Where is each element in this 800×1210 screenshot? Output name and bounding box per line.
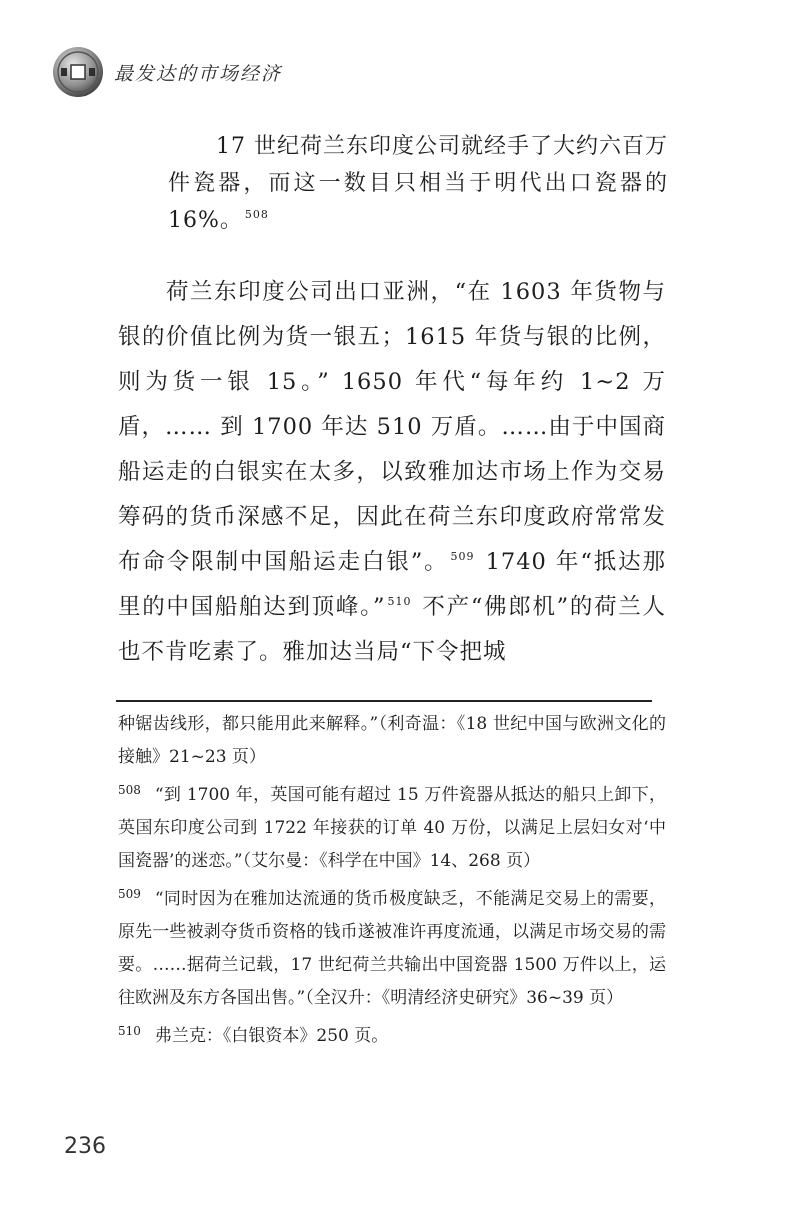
footnotes bbox=[118, 708, 666, 1053]
footnote-divider bbox=[116, 700, 652, 702]
block-quote bbox=[168, 128, 668, 239]
footnote-ref-509: 509 bbox=[450, 550, 475, 563]
footnote-ref-508: 508 bbox=[244, 208, 269, 221]
footnote-text: 弗兰克：《白银资本》250 页。 bbox=[154, 1026, 389, 1046]
footnote-510 bbox=[118, 1015, 666, 1053]
running-title: 最发达的市场经济 bbox=[114, 62, 283, 85]
paragraph-part-3: 不产“佛郎机”的荷兰人也不肯吃素了。雅加达当局“下令把城 bbox=[118, 594, 667, 665]
body-paragraph bbox=[118, 270, 666, 675]
footnote-text: “到 1700 年，英国可能有超过 15 万件瓷器从抵达的船只上卸下，英国东印度公司到 1722 年接获的订单 40 万份，以满足上层妇女对‘中国瓷器’的迷恋。”（艾尔曼：《科学在中国》14、268 页） bbox=[118, 785, 666, 871]
quote-text: 17 世纪荷兰东印度公司就经手了大约六百万件瓷器，而这一数目只相当于明代出口瓷器的 16%。 bbox=[168, 134, 668, 233]
footnote-text: “同时因为在雅加达流通的货币极度缺乏，不能满足交易上的需要，原先一些被剥夺货币资格的钱币遂被准许再度流通，以满足市场交易的需要。……据荷兰记载，17 世纪荷兰共输出中国瓷器 1500 万件以上，运往欧洲及东方各国出售。”（全汉升：《明清经济史研究》36~39 页） bbox=[118, 889, 666, 1008]
paragraph-part-1: 荷兰东印度公司出口亚洲，“在 1603 年货物与银的价值比例为货一银五；1615 年货与银的比例，则为货一银 15。” 1650 年代“每年约 1~2 万盾，…… 到 1700 年达 510 万盾。……由于中国商船运走的白银实在太多，以致雅加达市场上作为交易筹码的货币深感不足，因此在荷兰东印度政府常常发布命令限制中国船运走白银”。 bbox=[118, 279, 666, 575]
footnote-continued: 种锯齿线形，都只能用此来解释。”（利奇温：《18 世纪中国与欧洲文化的接触》21~23 页） bbox=[118, 714, 666, 767]
footnote-number: 509 bbox=[118, 887, 141, 901]
footnote-number: 508 bbox=[118, 783, 141, 797]
page-number: 236 bbox=[64, 1134, 106, 1159]
footnote-ref-510: 510 bbox=[387, 595, 412, 608]
page-header bbox=[52, 44, 282, 100]
footnote-509 bbox=[118, 878, 666, 1015]
footnote-number: 510 bbox=[118, 1024, 141, 1038]
ancient-coin-icon bbox=[52, 46, 104, 98]
footnote-508 bbox=[118, 774, 666, 878]
paragraph-part-2: 1740 年“抵达那里的中国船舶达到顶峰。” bbox=[118, 549, 667, 620]
